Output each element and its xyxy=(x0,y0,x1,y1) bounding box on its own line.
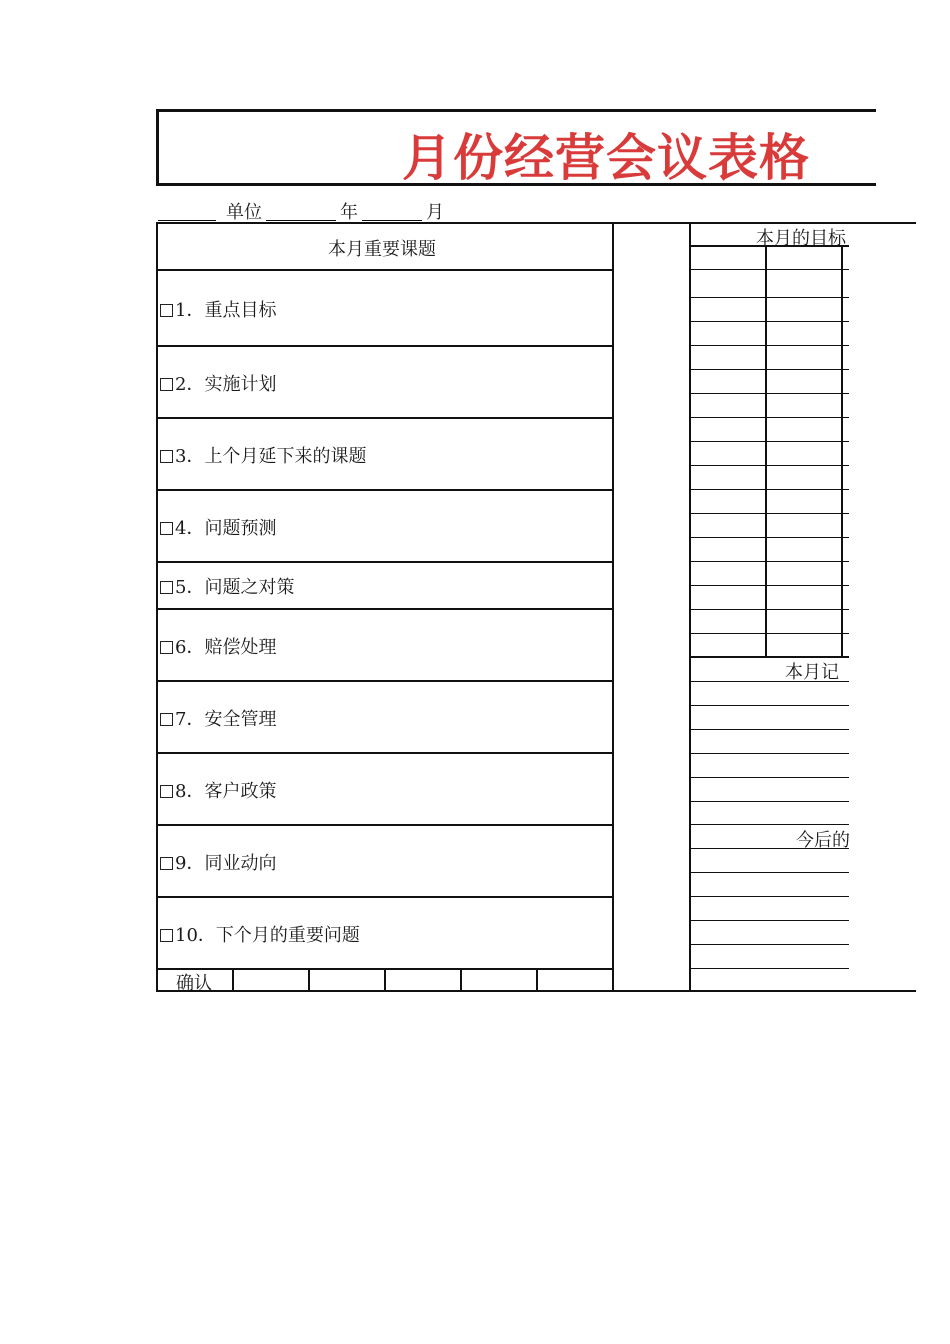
future-row xyxy=(689,944,849,945)
topic-label: 3．上个月延下来的课题 xyxy=(175,446,367,467)
targets-header: 本月的目标 xyxy=(756,228,846,249)
unit-date-line xyxy=(156,198,456,224)
topic-label: 9．同业动向 xyxy=(175,853,277,874)
topics-header: 本月重要课题 xyxy=(328,239,436,260)
confirm-divider xyxy=(460,968,462,992)
confirm-divider xyxy=(384,968,386,992)
topic-3[interactable] xyxy=(160,442,366,468)
row-divider xyxy=(156,417,613,419)
topic-label: 4．问题预测 xyxy=(175,518,277,539)
records-header: 本月记 xyxy=(785,662,839,683)
topic-label: 7．安全管理 xyxy=(175,709,277,730)
row-divider xyxy=(156,824,613,826)
confirm-label: 确认 xyxy=(176,973,212,994)
topic-4[interactable] xyxy=(160,514,276,540)
target-grid-row xyxy=(689,269,849,270)
month-blank[interactable] xyxy=(362,220,422,221)
row-divider xyxy=(156,489,613,491)
unit-label: 单位 xyxy=(226,202,262,223)
future-row xyxy=(689,968,849,969)
row-divider xyxy=(156,752,613,754)
topic-9[interactable] xyxy=(160,849,276,875)
checkbox-icon[interactable] xyxy=(160,641,173,654)
records-row xyxy=(689,729,849,730)
checkbox-icon[interactable] xyxy=(160,929,173,942)
target-grid-row xyxy=(689,441,849,442)
row-divider xyxy=(156,680,613,682)
confirm-divider xyxy=(536,968,538,992)
target-grid-divider xyxy=(765,246,767,657)
future-row xyxy=(689,872,849,873)
future-header: 今后的 xyxy=(796,830,850,851)
records-row xyxy=(689,705,849,706)
unit-blank[interactable] xyxy=(158,220,216,221)
target-grid-divider xyxy=(841,246,843,657)
target-grid-row xyxy=(689,489,849,490)
future-row xyxy=(689,848,849,849)
checkbox-icon[interactable] xyxy=(160,378,173,391)
target-grid-row xyxy=(689,369,849,370)
confirm-divider xyxy=(232,968,234,992)
target-grid-row xyxy=(689,633,849,634)
year-label: 年 xyxy=(340,202,358,223)
checkbox-icon[interactable] xyxy=(160,522,173,535)
row-divider xyxy=(156,896,613,898)
checkbox-icon[interactable] xyxy=(160,785,173,798)
topic-2[interactable] xyxy=(160,370,276,396)
records-row xyxy=(689,777,849,778)
topic-label: 10．下个月的重要问题 xyxy=(175,925,360,946)
topic-label: 1．重点目标 xyxy=(175,300,277,321)
confirm-divider xyxy=(308,968,310,992)
future-row xyxy=(689,920,849,921)
topic-7[interactable] xyxy=(160,705,276,731)
row-divider xyxy=(156,561,613,563)
topic-5[interactable] xyxy=(160,573,294,599)
topic-label: 5．问题之对策 xyxy=(175,577,295,598)
target-grid-row xyxy=(689,465,849,466)
meeting-form-table xyxy=(156,222,916,992)
topic-10[interactable] xyxy=(160,921,360,947)
target-grid-row xyxy=(689,561,849,562)
topic-label: 6．赔偿处理 xyxy=(175,637,277,658)
records-row xyxy=(689,753,849,754)
row-divider xyxy=(156,608,613,610)
target-grid-row xyxy=(689,585,849,586)
topic-8[interactable] xyxy=(160,777,276,803)
checkbox-icon[interactable] xyxy=(160,581,173,594)
records-row xyxy=(689,801,849,802)
column-divider xyxy=(612,222,614,992)
target-grid-row xyxy=(689,609,849,610)
column-divider xyxy=(689,222,691,992)
topic-1[interactable] xyxy=(160,296,276,322)
target-grid-row xyxy=(689,321,849,322)
target-grid-row xyxy=(689,345,849,346)
target-grid-top xyxy=(689,245,849,247)
checkbox-icon[interactable] xyxy=(160,304,173,317)
year-blank[interactable] xyxy=(266,220,336,221)
records-row xyxy=(689,681,849,682)
topic-label: 2．实施计划 xyxy=(175,374,277,395)
row-divider xyxy=(156,269,613,271)
target-grid-row xyxy=(689,537,849,538)
topic-label: 8．客户政策 xyxy=(175,781,277,802)
topic-6[interactable] xyxy=(160,633,276,659)
checkbox-icon[interactable] xyxy=(160,450,173,463)
row-divider xyxy=(156,345,613,347)
checkbox-icon[interactable] xyxy=(160,713,173,726)
page-title: 月份经营会议表格 xyxy=(402,129,810,187)
month-label: 月 xyxy=(426,202,444,223)
target-grid-row xyxy=(689,297,849,298)
future-row xyxy=(689,896,849,897)
target-grid-row xyxy=(689,417,849,418)
target-grid-row xyxy=(689,513,849,514)
target-grid-row xyxy=(689,393,849,394)
checkbox-icon[interactable] xyxy=(160,857,173,870)
records-row xyxy=(689,824,849,825)
